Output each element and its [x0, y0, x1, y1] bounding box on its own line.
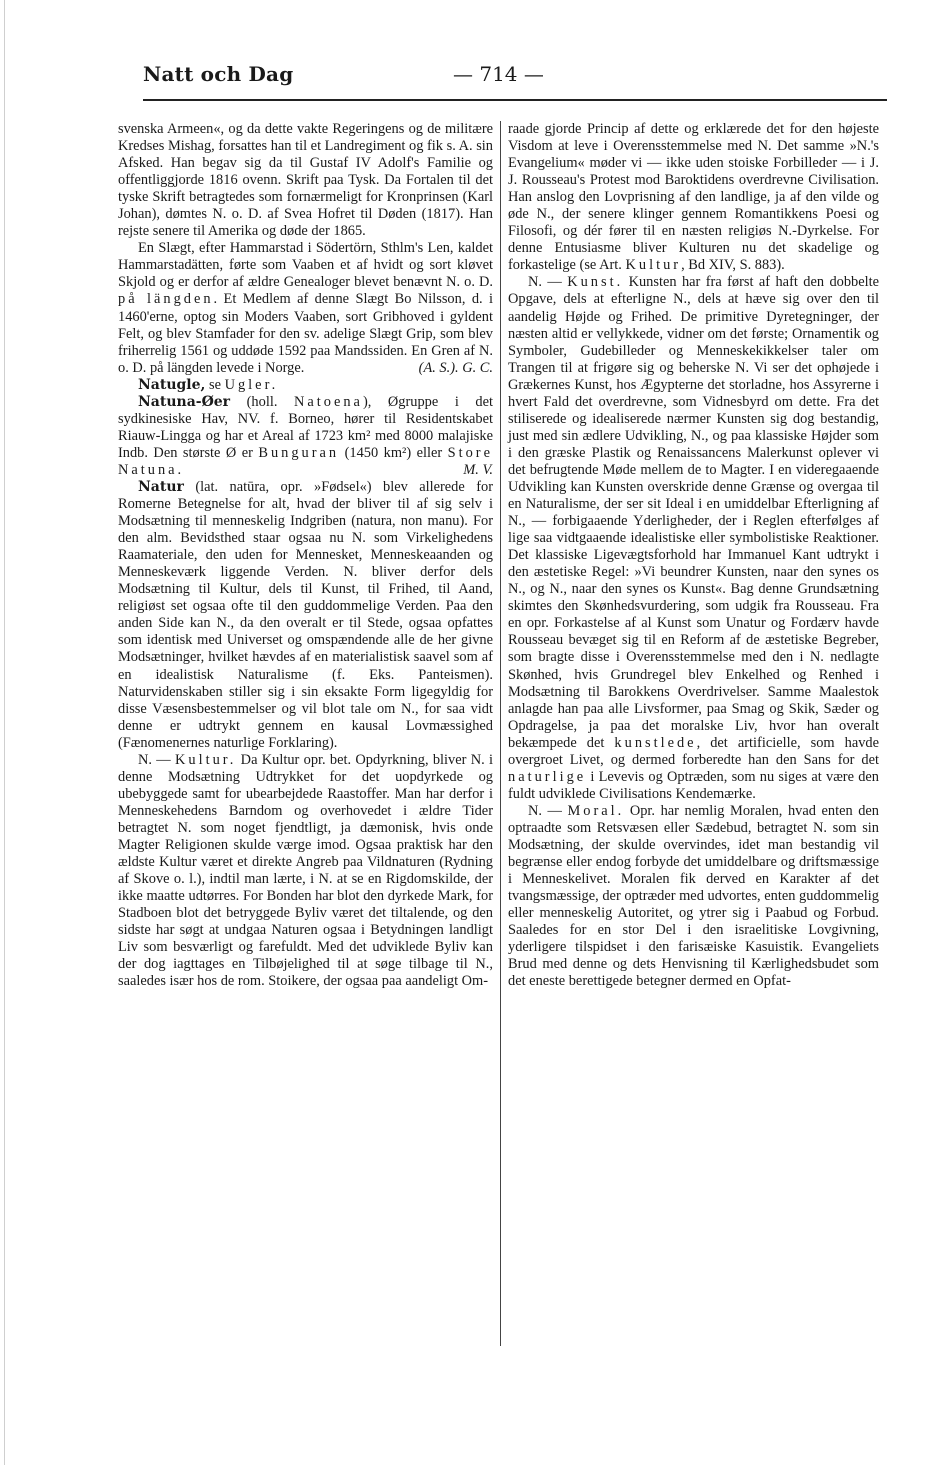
text-run: (1450 km²) eller: [339, 444, 448, 461]
page-number: — 714 —: [453, 62, 544, 86]
text-run: ), Øgruppe i det sydkinesiske Hav, NV. f. Borneo, hører til Residentskabet Riauw-Lingga og har et Areal af 1723 km² med 8000 malajiske Indb. Den største Ø er: [118, 393, 493, 461]
headword: Natugle,: [138, 376, 206, 393]
spaced-term: Kultur.: [175, 751, 237, 768]
text-run: Kunsten har fra først af haft den dobbelte Opgave, dels at efterligne N., dels at hæve sig over den til aandelig Højde og Frihed. De primitive Dyretegninger, der næsten altid er vellykkede, vidner om det første; Ornamentik og Symboler, Gudebilleder og Menneskekikkelser taler om Trangen til at frigøre sig og beherske N. Vi ser det ophøjede i Grækernes Kunst, hos Ægypterne det storladne, hos Assyrerne i hvert Fald det overdrevne, som Vidnesbyrd om dette. Fra det stiliserede og idealiserede nærmer Kunsten sig dog bestandig, just med sin ædlere Udvikling, N., og paa klassiske Højder som i den græske Plastik og Renaissancens Malerkunst oplever vi det befrugtende Møde mellem de to Magter. I en videregaaende Udvikling kan Kunsten overskride denne Grænse og overgaa til en Naturalisme, der ser sit Ideal i en umiddelbar Efterligning af N., — forbigaaende Yderligheder, der i Reglen efterfølges af lige saa vidtgaaende idealistiske eller symbolistiske Reaktioner. Det klassiske Ligevægtsforhold har Immanuel Kant udtrykt i den æstetiske Regel: »Vi beundrer Kunsten, naar den synes os N., og N., naar den synes os Kunst«. Bag denne Grundsætning skimtes den Skønhedsvurdering, som udgik fra Rousseau. Fra en opr. Forkastelse af al Kunst som Unatur og Fordærv havde Rousseau bevæget sig til en Reform af de æstetiske Begreber, som bragte disse i Overensstemmelse med den i N. nedlagte Skønhed, hvis Grundregel blev Enkelhed og Renhed i Modsætning til Barokkens Overdrivelser. Samme Maalestok anlagde han paa alle Livsformer, paa Smag og Skik, Sæder og Opdragelse, ja paa det moralske Liv, hvor han overalt bekæmpede det: [508, 274, 880, 751]
left-column: [118, 121, 493, 990]
text-run: N. —: [528, 274, 568, 291]
paragraph-kultur-cont: [508, 121, 879, 274]
author-signature: (A. S.). G. C.: [418, 359, 493, 376]
running-title: Natt och Dag: [143, 62, 294, 86]
header-rule: [143, 99, 887, 101]
entry-natuna-oer: [118, 394, 493, 479]
right-column: [508, 121, 879, 990]
paragraph-natt-och-dag-bio: svenska Armeen«, og da dette vakte Regeringens og de militære Kredses Mishag, forsattes han til et Landregiment og fik s. A. sin Afsked. Han begav sig da til Gustaf IV Adolf's Familie og offentliggjorde 1816 ovenn. Skrift paa Tysk. Da Fortalen til det tyske Skrift betragtedes som fornærmeligt for Kronprinsen (Karl Johan), dømtes N. o. D. af Svea Hofret til Døden (1817). Han rejste senere til Amerika og døde der 1865.: [118, 121, 493, 240]
spaced-term: Moral.: [567, 802, 625, 819]
text-run: , det artificielle, som havde overgroet Livet, og dermed forberedte han den Sans for det: [508, 734, 880, 768]
page-header: [143, 62, 786, 98]
spaced-term: Bunguran: [258, 444, 340, 461]
text-run: raade gjorde Princip af dette og erklærede det for den højeste Visdom at leve i Overensstemmelse med N. Det samme »N.'s Evangelium« møder vi — ikke uden stoiske Forbilleder — i J. J. Rousseau's Protest mod Baroktidens overdrevne Civilisation. Han anslog den Lovprisning af den landlige, ja af den vilde og øde N., der senere klinger gennem Romantikkens Poesi og Filosofi, og dér fører til en næsten religiøs N.-Dyrkelse. For denne Entusiasme bliver Kulturen nu det skadelige og forkastelige (se Art.: [508, 121, 879, 274]
headword: Natuna-Øer: [138, 393, 231, 410]
text-run: . Et Medlem af denne Slægt Bo Nilsson, d. i 1460'erne, optog sin Moders Vaaben, sort Gribhoved i gyldent Felt, og blev Stamfader for den sv. adelige Slægt Grip, som blev friherrelig 1561 og uddøde 1592 paa Mandssiden. En Gren af N. o. D. på längden levede i Norge.: [118, 291, 494, 376]
text-run: N. —: [528, 802, 568, 819]
section-kultur: [118, 752, 493, 991]
spaced-term: Store Natuna.: [118, 444, 493, 478]
page-edge: [4, 0, 5, 1465]
text-run: Opr. har nemlig Moralen, hvad enten den optraadte som Retsvæsen eller Sædebud, betragtet N. som sin Modsætning, der skulde overvindes, idet man bestandig vil begrænse eller endog forbyde det umiddelbare og driftsmæssige i Menneskelivet. Moralen fik derved en Karakter af det tvangsmæssige, der optræder med udvortes, enten guddommelig eller menneskelig Autoritet, og ytrer sig i Paabud og Forbud. Saaledes for en stor Del i den israelitiske Lovgivning, yderligere tilspidset i den farisæiske Kasuistik. Evangeliets Brud med denne og dets Henvisning til Kærlighedsbudet som det eneste berettigede betegner dermed en Opfat-: [508, 802, 879, 990]
text-run: i Levevis og Optræden, som nu siges at være den fuldt udviklede Civilisations Kendemærke.: [508, 768, 879, 802]
text-run: (holl.: [230, 393, 294, 410]
text-run: se: [205, 376, 225, 393]
spaced-term: Kultur: [625, 257, 682, 274]
entry-natugle: [118, 377, 493, 394]
spaced-term: på längden: [118, 291, 214, 308]
headword: Natur: [138, 478, 184, 495]
spaced-term: naturlige: [508, 768, 587, 785]
spaced-term: Natoena: [294, 393, 363, 410]
section-kunst: [508, 274, 879, 802]
text-run: , Bd XIV, S. 883).: [681, 257, 785, 274]
text-run: Da Kultur opr. bet. Opdyrkning, bliver N. i denne Modsætning Udtrykket for det uopdyrkede og ubebyggede samt for ubearbejdede Raastoffer. Man har derfor i Menneskehedens Barndom og overhovedet i ældre Tider betragtet N. som noget fjendtligt, ja dæmonisk, hvis onde Magter Religionen skulde værge imod. Ogsaa praktisk har den ældste Kultur været et direkte Angreb paa Vildnaturen (Rydning af Skove o. l.), indtil man lærte, i N. at se en Rigdomskilde, der ikke maatte udtørres. For Bonden har blot den dyrkede Mark, for Stadboen blot det betryggede Byliv været det tiltalende, og den sidste har søgt at undgaa Naturen ogsaa i Betydningen landligt Liv som besværligt og farefuldt. Med det udviklede Byliv kan der dog iagttages en Tilbøjelighed til at søge tilbage til N., saaledes især hos de rom. Stoikere, der ogsaa paa aandeligt Om-: [118, 751, 494, 990]
text-run: (lat. natūra, opr. »Fødsel«) blev allerede for Romerne Betegnelse for alt, hvad der bliver til af sig selv i Modsætning til menneskelig Indgriben (natura, non manu). For den alm. Bevidsthed staar ogsaa nu N. som Virkelighedens Raamateriale, den uden for Mennesket, Menneskeaanden og Menneskeværk liggende Verden. N. bliver derfor dels Modsætning til Kultur, dels til Kunst, til Frihed, til Aand, religiøst set ogsaa ofte til den guddommelige Verden. Paa den anden Side kan N., da den overalt er til Stede, ogsaa opfattes som identisk med Universet og omspændende alle de her givne Modsætninger, hvilket hævdes af en materialistisk saavel som af en idealistisk Naturalisme (f. Eks. Panteismen). Naturvidenskaben stiller sig i sin eksakte Form ligegyldig for disse Væsensbestemmelser og vil blot tale om N., for saa vidt denne er udtrykt gennem en kausal Lovmæssighed (Fænomenernes naturlige Forklaring).: [118, 478, 493, 751]
author-signature: M. V.: [463, 461, 493, 478]
text-run: N. —: [138, 751, 175, 768]
spaced-term: Kunst.: [567, 274, 624, 291]
section-moral: [508, 803, 879, 991]
column-divider: [500, 121, 501, 1346]
entry-natur: [118, 479, 493, 752]
text-run: En Slægt, efter Hammarstad i Södertörn, Sthlm's Len, kaldet Hammarstadätten, førte som Vaaben et af hvidt og sort kløvet Skjold og er derfor af ældre Genealoger blevet benævnt N. o. D.: [118, 240, 493, 291]
spaced-term: kunstlede: [614, 734, 697, 751]
paragraph-hammarstad: [118, 240, 493, 376]
cross-reference: Ugler.: [224, 376, 279, 393]
